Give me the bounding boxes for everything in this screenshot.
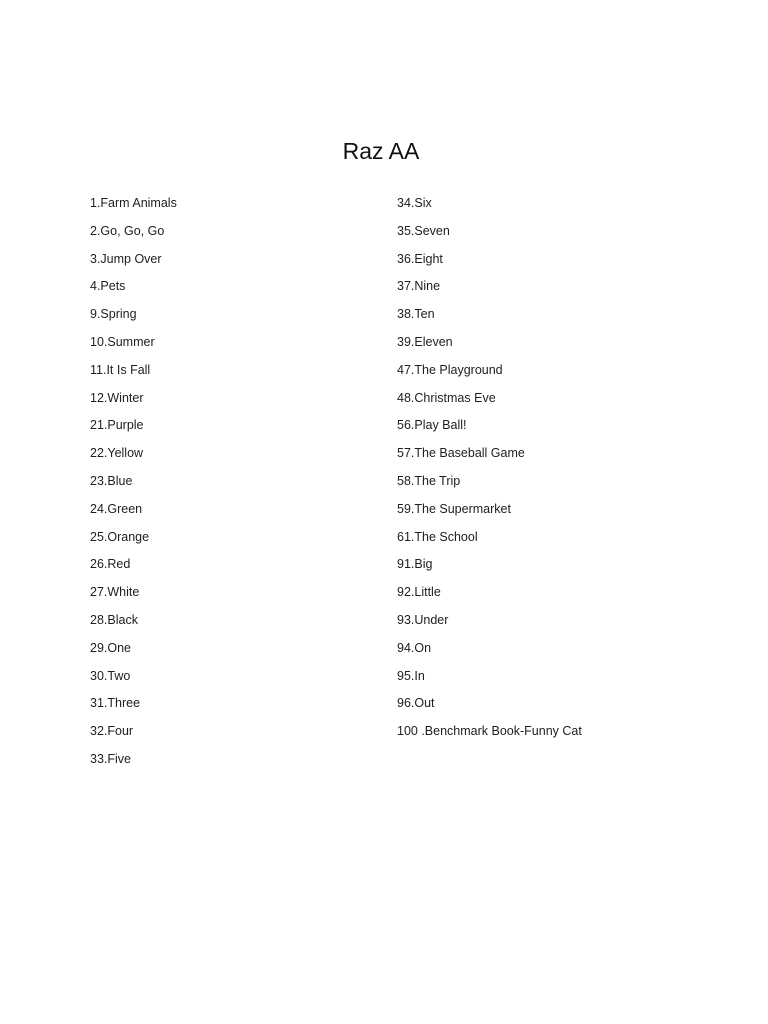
book-list-item: 21.Purple bbox=[90, 418, 144, 433]
book-list-item: 39.Eleven bbox=[397, 334, 453, 349]
book-list-item: 38.Ten bbox=[397, 307, 435, 322]
book-list-item: 36.Eight bbox=[397, 251, 443, 266]
book-list-item: 57.The Baseball Game bbox=[397, 446, 525, 461]
book-list-item: 34.Six bbox=[397, 196, 432, 210]
book-list-item: 28.Black bbox=[90, 612, 138, 627]
book-list-item: 48.Christmas Eve bbox=[397, 390, 496, 405]
book-list-item: 92.Little bbox=[397, 585, 441, 600]
book-list-item: 58.The Trip bbox=[397, 473, 461, 488]
book-list-item: 100 .Benchmark Book-Funny Cat bbox=[397, 724, 582, 739]
book-list-item: 96.Out bbox=[397, 696, 435, 711]
book-list-item: 23.Blue bbox=[90, 473, 133, 488]
book-list-item: 1.Farm Animals bbox=[90, 196, 177, 210]
book-list-item: 35.Seven bbox=[397, 223, 450, 238]
book-list-right-column bbox=[397, 192, 737, 748]
book-list-item: 11.It Is Fall bbox=[90, 362, 151, 377]
book-list-item: 3.Jump Over bbox=[90, 251, 162, 266]
book-list-item: 91.Big bbox=[397, 557, 433, 572]
book-list-left-column bbox=[90, 192, 380, 776]
book-list-item: 4.Pets bbox=[90, 279, 126, 294]
book-list-item: 95.In bbox=[397, 668, 425, 683]
book-list-item: 94.On bbox=[397, 640, 432, 655]
book-list-item: 33.Five bbox=[90, 751, 131, 766]
book-list-item: 93.Under bbox=[397, 612, 449, 627]
book-list-item: 61.The School bbox=[397, 529, 478, 544]
book-list-item: 37.Nine bbox=[397, 279, 441, 294]
book-list-item: 2.Go, Go, Go bbox=[90, 223, 165, 238]
book-list-item: 31.Three bbox=[90, 696, 141, 711]
book-list-item: 47.The Playground bbox=[397, 362, 503, 377]
book-list-item: 27.White bbox=[90, 585, 140, 600]
book-list-item: 25.Orange bbox=[90, 529, 150, 544]
page-title: Raz AA bbox=[342, 138, 420, 164]
book-list-item: 22.Yellow bbox=[90, 446, 144, 461]
book-list-item: 30.Two bbox=[90, 668, 131, 683]
book-list-item: 12.Winter bbox=[90, 390, 144, 405]
book-list-item: 26.Red bbox=[90, 557, 131, 572]
book-list-item: 9.Spring bbox=[90, 307, 137, 322]
book-list-item: 29.One bbox=[90, 640, 132, 655]
book-list-item: 24.Green bbox=[90, 501, 143, 516]
book-list-item: 32.Four bbox=[90, 724, 134, 739]
book-list-item: 56.Play Ball! bbox=[397, 418, 467, 433]
book-list-item: 59.The Supermarket bbox=[397, 501, 511, 516]
book-list-item: 10.Summer bbox=[90, 334, 155, 349]
